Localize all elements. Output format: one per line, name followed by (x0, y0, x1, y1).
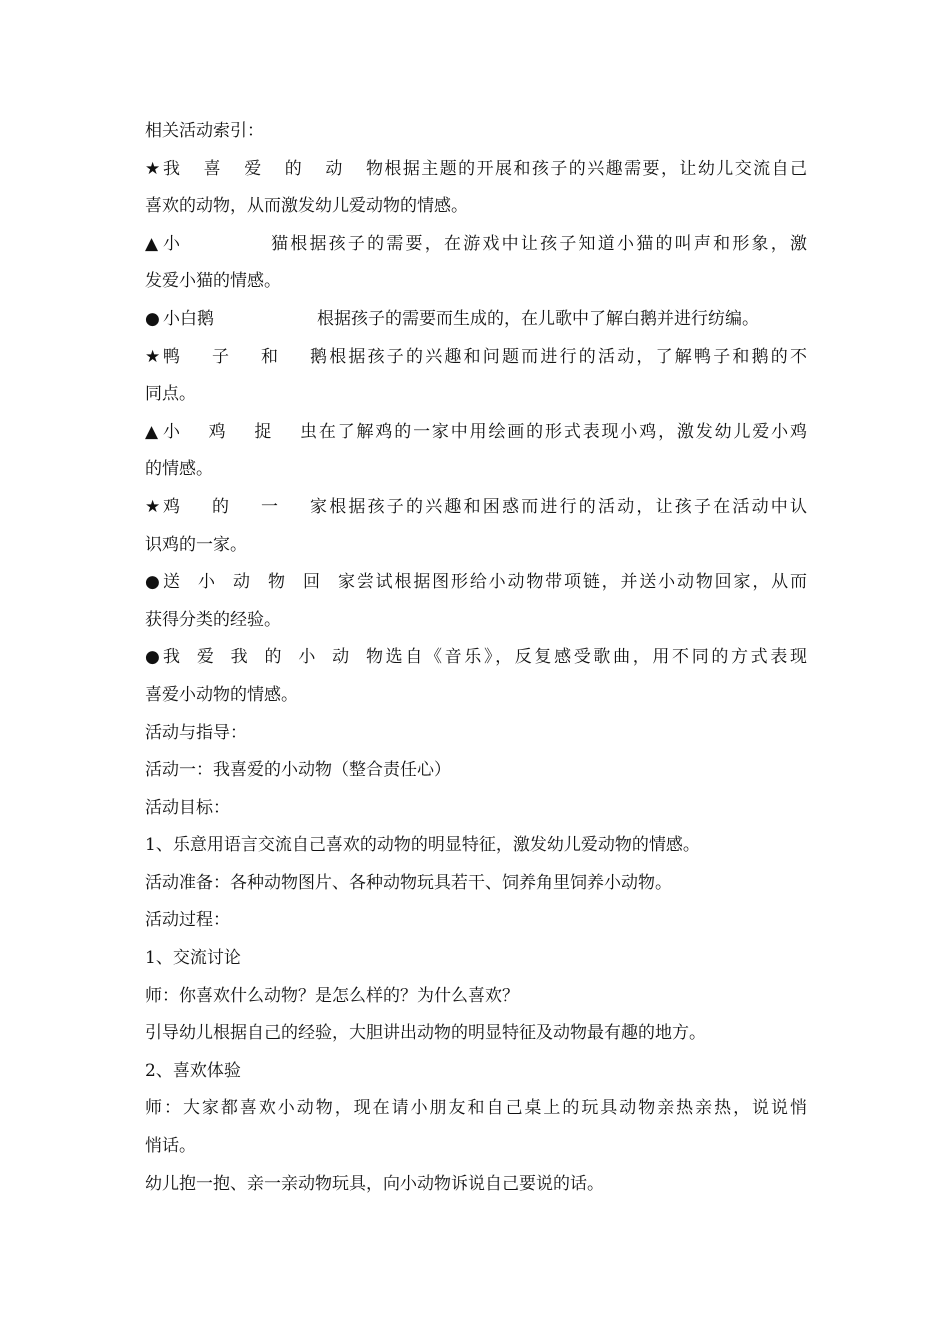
entry-desc: 根据孩子的兴趣和困惑而进行的活动，让孩子在活动中认 (327, 496, 807, 517)
step-paragraph: 师：你喜欢什么动物？是怎么样的？为什么喜欢？ (145, 985, 519, 1006)
entry-title: 鸭子和鹅 (163, 346, 327, 367)
index-entry-continuation: 喜欢的动物，从而激发幼儿爱动物的情感。 (145, 196, 468, 217)
entry-desc: 选自《音乐》，反复感受歌曲，用不同的方式表现 (383, 647, 807, 668)
index-entry-line (145, 301, 807, 339)
step-title: 2、喜欢体验 (145, 1060, 241, 1081)
goal-heading: 活动目标： (145, 797, 230, 818)
index-entry-continuation: 获得分类的经验。 (145, 609, 281, 630)
guidance-heading: 活动与指导： (145, 722, 247, 743)
index-entry-line (145, 489, 807, 527)
circle-icon: ● (145, 572, 160, 593)
entry-title: 小鸡捉虫 (163, 421, 317, 442)
triangle-icon: ▲ (145, 421, 159, 442)
entry-title: 小白鹅 (163, 308, 214, 329)
step-title: 1、交流讨论 (145, 948, 241, 969)
entry-desc: 根据孩子的需要，在游戏中让孩子知道小猫的叫声和形象，激 (288, 233, 807, 254)
entry-title: 我爱我的小动物 (163, 647, 383, 668)
index-entry-line (145, 151, 807, 189)
step-paragraph: 师：大家都喜欢小动物，现在请小朋友和自己桌上的玩具动物亲热亲热，说说悄 (145, 1098, 807, 1119)
index-entry-continuation: 识鸡的一家。 (145, 534, 247, 555)
index-entry-continuation: 发爱小猫的情感。 (145, 271, 281, 292)
entry-desc: 尝试根据图形给小动物带项链，并送小动物回家，从而 (355, 572, 807, 593)
index-entry-line (145, 339, 807, 377)
entry-title: 我喜爱的动物 (163, 158, 383, 179)
process-heading: 活动过程： (145, 910, 230, 931)
triangle-icon: ▲ (145, 233, 159, 254)
entry-desc: 根据孩子的需要而生成的，在儿歌中了解白鹅并进行纺编。 (317, 308, 759, 329)
entry-desc: 根据主题的开展和孩子的兴趣需要，让幼儿交流自己 (383, 158, 807, 179)
index-entry-line (145, 639, 807, 677)
goal-item: 1、乐意用语言交流自己喜欢的动物的明显特征，激发幼儿爱动物的情感。 (145, 835, 700, 856)
index-entry-line (145, 226, 807, 264)
index-entry-continuation: 喜爱小动物的情感。 (145, 684, 298, 705)
entry-title: 送小动物回家 (163, 572, 355, 593)
step-paragraph: 幼儿抱一抱、亲一亲动物玩具，向小动物诉说自己要说的话。 (145, 1173, 604, 1194)
document-page (145, 113, 807, 1203)
index-entry-line (145, 564, 807, 602)
entry-desc: 根据孩子的兴趣和问题而进行的活动，了解鸭子和鹅的不 (327, 346, 807, 367)
circle-icon: ● (145, 647, 160, 668)
index-heading: 相关活动索引： (145, 121, 264, 141)
index-entry-continuation: 的情感。 (145, 459, 213, 480)
activity-title: 活动一：我喜爱的小动物（整合责任心） (145, 760, 451, 781)
star-icon: ★ (145, 158, 161, 179)
circle-icon: ● (145, 308, 160, 329)
preparation-text: 活动准备：各种动物图片、各种动物玩具若干、饲养角里饲养小动物。 (145, 872, 672, 893)
entry-title: 鸡的一家 (163, 496, 327, 517)
entry-desc: 在了解鸡的一家中用绘画的形式表现小鸡，激发幼儿爱小鸡 (317, 421, 807, 442)
entry-title: 小猫 (163, 233, 288, 254)
index-entry-continuation: 同点。 (145, 384, 196, 405)
step-paragraph-continuation: 悄话。 (145, 1136, 196, 1157)
star-icon: ★ (145, 346, 161, 367)
star-icon: ★ (145, 496, 161, 517)
index-entry-line (145, 414, 807, 452)
step-paragraph: 引导幼儿根据自己的经验，大胆讲出动物的明显特征及动物最有趣的地方。 (145, 1023, 706, 1044)
